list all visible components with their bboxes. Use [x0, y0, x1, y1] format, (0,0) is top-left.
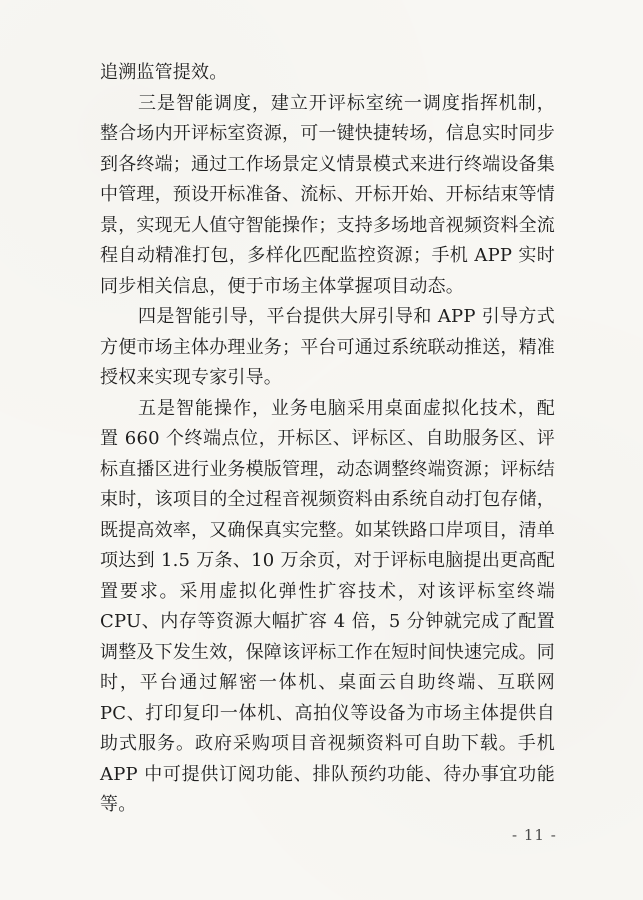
paragraph-1: 追溯监管提效。: [100, 62, 228, 83]
page-number: - 11 -: [512, 826, 557, 844]
body-text: [100, 58, 555, 821]
paragraph-4: 五是智能操作，业务电脑采用桌面虚拟化技术，配置 660 个终端点位，开标区、评标区、自助服务区、评标直播区进行业务模版管理，动态调整终端资源；评标结束时，该项目的全过程音视频资料由系统自动打包存储，既提高效率，又确保真实完整。如某铁路口岸项目，清单项达到 1.5 万条、10 万余页，对于评标电脑提出更高配置要求。采用虚拟化弹性扩容技术，对该评标室终端 CPU、内存等资源大幅扩容 4 倍，5 分钟就完成了配置调整及下发生效，保障该评标工作在短时间快速完成。同时，平台通过解密一体机、桌面云自助终端、互联网 PC、打印复印一体机、高拍仪等设备为市场主体提供自助式服务。政府采购项目音视频资料可自助下载。手机 APP 中可提供订阅功能、排队预约功能、待办事宜功能等。: [100, 397, 555, 815]
paragraph-3: 四是智能引导，平台提供大屏引导和 APP 引导方式方便市场主体办理业务；平台可通过系统联动推送，精准授权来实现专家引导。: [100, 306, 555, 388]
paragraph-2: 三是智能调度，建立开评标室统一调度指挥机制，整合场内开评标室资源，可一键快捷转场，信息实时同步到各终端；通过工作场景定义情景模式来进行终端设备集中管理，预设开标准备、流标、开标开始、开标结束等情景，实现无人值守智能操作；支持多场地音视频资料全流程自动精准打包，多样化匹配监控资源；手机 APP 实时同步相关信息，便于市场主体掌握项目动态。: [100, 92, 555, 297]
